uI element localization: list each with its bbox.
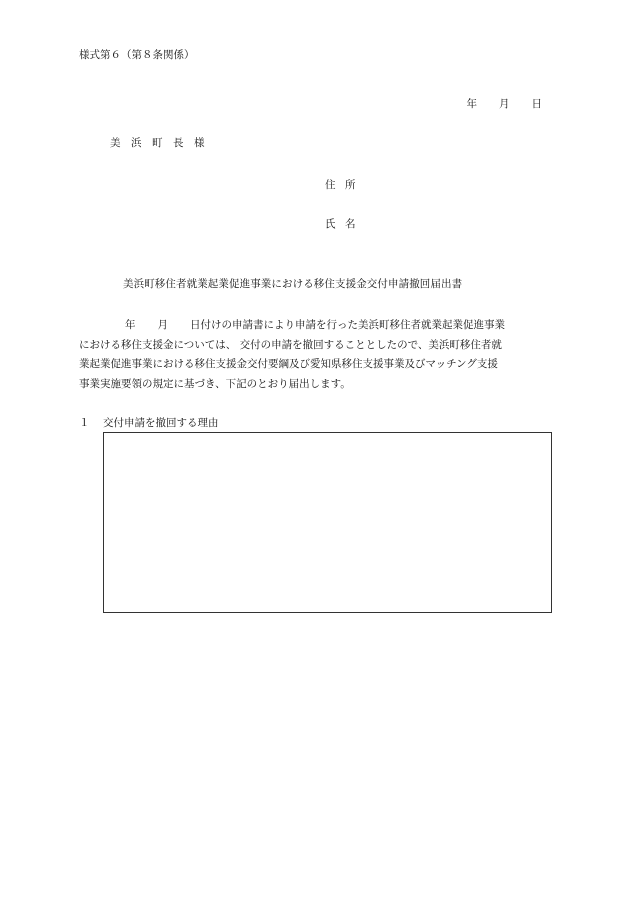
name-label-char-1: 氏: [325, 218, 336, 230]
item-1-label: 交付申請を撤回する理由: [103, 417, 219, 429]
body-line-3: 業起業促進事業における移住支援金交付要綱及び愛知県移住支援事業及びマッチング支援: [79, 358, 498, 370]
withdrawal-reason-box[interactable]: [103, 432, 552, 613]
body-year-label: 年: [125, 319, 136, 331]
addressee: 美 浜 町 長 様: [110, 137, 205, 149]
body-line-1: [79, 316, 554, 336]
body-paragraph: [79, 316, 554, 394]
date-line: [467, 97, 543, 111]
body-line-4: 事業実施要領の規定に基づき、下記のとおり届出します。: [79, 377, 351, 390]
name-label: [325, 217, 356, 231]
date-day-label: 日: [531, 98, 542, 110]
address-label-char-2: 所: [345, 179, 356, 191]
body-line-1-text: 日付けの申請書により申請を行った美浜町移住者就業起業促進事業: [190, 319, 505, 331]
item-1-heading: [79, 416, 219, 430]
address-label-char-1: 住: [325, 179, 336, 191]
body-line-2: における移住支援金については、 交付の申請を撤回することとしたので、美浜町移住者就: [79, 338, 502, 351]
date-month-label: 月: [499, 98, 510, 110]
document-title: 美浜町移住者就業起業促進事業における移住支援金交付申請撤回届出書: [123, 278, 463, 290]
form-number: 様式第６（第８条関係）: [79, 49, 195, 61]
item-1-number: １: [79, 417, 90, 429]
date-year-label: 年: [466, 98, 477, 110]
address-label: [325, 178, 356, 192]
name-label-char-2: 名: [345, 218, 356, 230]
body-month-label: 月: [157, 319, 168, 331]
